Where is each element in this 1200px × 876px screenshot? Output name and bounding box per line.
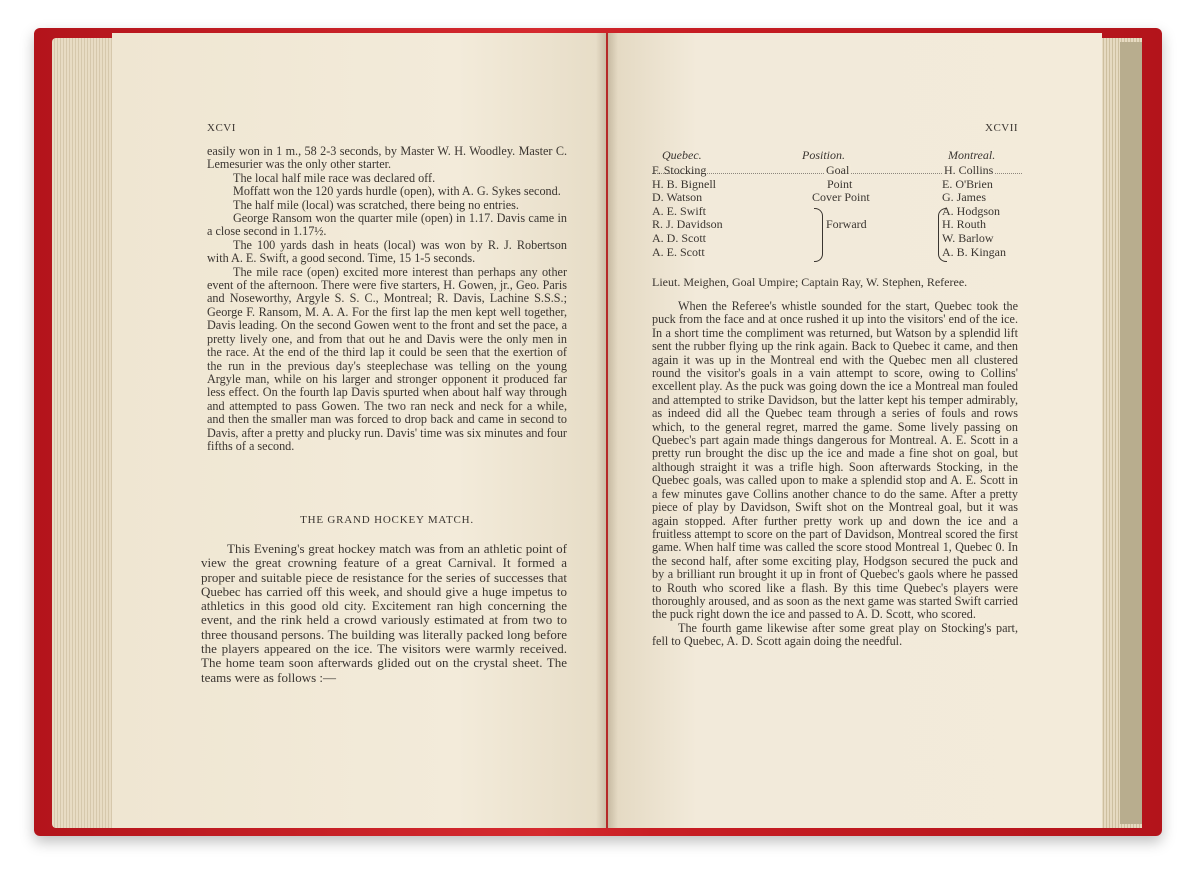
quebec-player: H. B. Bignell (652, 176, 717, 191)
quebec-player: A. D. Scott (652, 230, 706, 245)
lineup-row (652, 232, 1022, 246)
paragraph: The half mile (local) was scratched, there being no entries. (233, 197, 519, 212)
page-edges-right-shade (1120, 42, 1142, 824)
paragraph: When the Referee's whistle sounded for the start, Quebec took the puck from the face and at once rushed it up into the visitors' end of the ice. In a short time the compliment was returned, but Watson by a splendid lift sent the rubber flying up the rink again. Back to Quebec it came, and then again it was up in the Montreal end with the Quebec men all clustered round the visitor's goals in a vain attempt to score, owing to Collins' excellent play. As the puck was going down the ice a Montreal man fouled and attempted to strike Davidson, but the latter kept his temper admirably, as indeed did all the Quebec team through a series of fouls and rows which, to the general regret, marred the game. Some lively passing on Quebec's part again made things dangerous for Montreal. A. E. Scott in a pretty run brought the disc up the ice and made a fine shot on goal, but although straight it was a trifle high. Soon afterwards Stocking, in the Quebec goals, was called upon to make a splendid stop and A. E. Scott in a few minutes gave Collins another chance to do the same. After a pretty piece of play by Davidson, Swift shot on the Montreal goal, but it was again stopped. After further pretty work up and down the ice and a fruitless attempt to score on the part of Davidson, Montreal scored the first game. When half time was called the score stood Montreal 1, Quebec 0. In the second half, after some exciting play, Hodgson secured the puck and by a brilliant run brought it up in front of Quebec's gaols where he passed to Routh who scored like a flash. By this time Quebec's players were thoroughly aroused, and as soon as the next game was started Swift carried the puck right down the ice and passed to A. D. Scott, who scored. (652, 299, 1018, 622)
paragraph: Moffatt won the 120 yards hurdle (open), with A. G. Sykes second. (233, 184, 561, 199)
left-page-number: XCVI (207, 122, 236, 134)
montreal-player: G. James (942, 190, 986, 205)
montreal-player: A. Hodgson (942, 203, 1001, 218)
hockey-intro-text (201, 542, 567, 685)
montreal-player: H. Collins (944, 163, 994, 177)
montreal-player: E. O'Brien (942, 176, 993, 191)
header-quebec: Quebec. (662, 148, 702, 162)
paragraph: The local half mile race was declared off. (233, 170, 436, 185)
paragraph: The fourth game likewise after some great play on Stocking's part, fell to Quebec, A. D. Scott again doing the needful. (652, 620, 1018, 649)
paragraph: This Evening's great hockey match was from an athletic point of view the great crowning feature of a great Carnival. It formed a proper and suitable piece de resistance for the series of successes that Quebec has carried off this week, and should give a huge impetus to athletics in this good old city. Excitement ran high concerning the event, and the rink held a crowd variously estimated at from two to three thousand persons. The building was literally packed long before the players appeared on the ice. The visitors were warmly received. The home team soon afterwards glided out on the crystal sheet. The teams were as follows :— (201, 541, 567, 685)
montreal-player: W. Barlow (942, 230, 994, 245)
officials-line: Lieut. Meighen, Goal Umpire; Captain Ray, W. Stephen, Referee. (652, 275, 968, 289)
lineup-row (652, 205, 1022, 219)
spine-gutter (596, 33, 618, 828)
paragraph: The 100 yards dash in heats (local) was won by R. J. Robertson with A. E. Swift, a good second. Time, 15 1-5 seconds. (207, 237, 567, 266)
montreal-player: A. B. Kingan (942, 244, 1006, 259)
paragraph: The mile race (open) excited more interest than perhaps any other event of the afternoon. There were five starters, H. Gowen, jr., Geo. Paris and Noseworthy, Argyle S. S. C., Montreal; R. Davis, Lachine S.S.S.; George F. Ransom, M. A. A. For the first lap the men kept well together, Davis leading. On the second Gowen went to the front and set the pace, a pretty lively one, and from that out he and Davis were the only men in the race. At the end of the third lap it could be seen that the exertion of the run in the previous day's steeplechase was telling on the young Argyle man, while on his larger and stronger opponent it produced far less effect. On the fourth lap Davis spurted when about half way through and attempted to pass Gowen. The two ran neck and neck for a while, and then the smaller man was forced to drop back and came in second to Davis, after a pretty and plucky run. Davis' time was six minutes and four fifths of a second. (207, 264, 567, 453)
left-body-text (207, 145, 567, 453)
right-page-number: XCVII (985, 122, 1019, 134)
section-heading: THE GRAND HOCKEY MATCH. (300, 514, 474, 526)
lineup-row (652, 178, 1022, 192)
right-body-text (652, 300, 1018, 649)
position-label: Goal (826, 163, 850, 177)
forward-brace-right (938, 208, 947, 262)
montreal-player: H. Routh (942, 217, 987, 232)
paragraph: George Ransom won the quarter mile (open) in 1.17. Davis came in a close second in 1.17½. (207, 211, 567, 239)
team-lineup-table (652, 148, 1022, 259)
quebec-player: A. E. Scott (652, 244, 705, 259)
header-montreal: Montreal. (948, 148, 996, 162)
position-label: Point (827, 176, 853, 191)
lineup-row (652, 164, 1022, 178)
lineup-row (652, 246, 1022, 260)
forward-brace-left (814, 208, 823, 262)
quebec-player: A. E. Swift (652, 203, 706, 218)
quebec-player: R. J. Davidson (652, 217, 723, 232)
quebec-player: F. Stocking (652, 163, 707, 177)
quebec-player: D. Watson (652, 190, 703, 205)
position-label: Forward (826, 217, 867, 232)
paragraph: easily won in 1 m., 58 2-3 seconds, by Master W. H. Woodley. Master C. Lemesurier was the only other starter. (207, 144, 567, 172)
header-position: Position. (802, 148, 846, 162)
lineup-row (652, 218, 1022, 232)
position-label: Cover Point (812, 190, 870, 205)
lineup-row (652, 191, 1022, 205)
